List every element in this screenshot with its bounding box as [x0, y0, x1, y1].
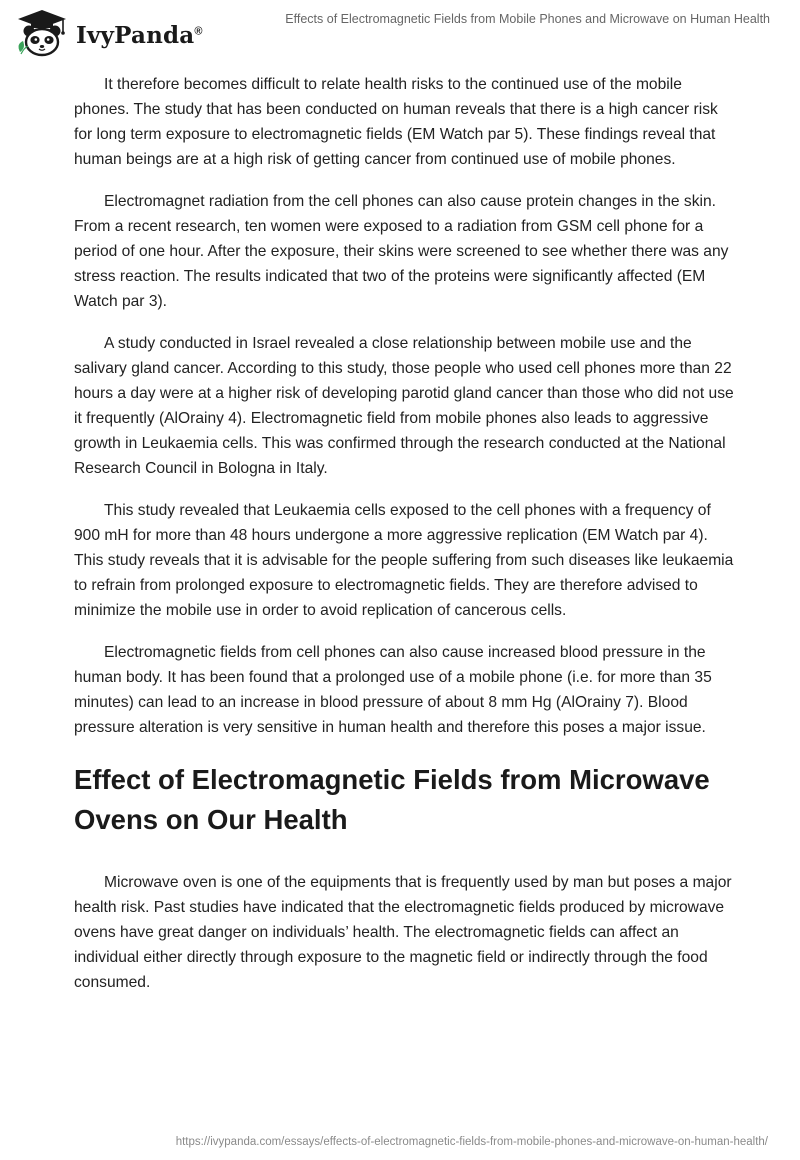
essay-content: [74, 72, 734, 1012]
essay-paragraph: It therefore becomes difficult to relate health risks to the continued use of the mobile phones. The study that has been conducted on human reveals that there is a high cancer risk for long term exposure to electromagnetic fields (EM Watch par 5). These findings reveal that human beings are at a high risk of getting cancer from continued use of mobile phones.: [74, 76, 718, 168]
essay-paragraph: This study revealed that Leukaemia cells exposed to the cell phones with a frequency of 900 mH for more than 48 hours undergone a more aggressive replication (EM Watch par 4). This study reveals that it is advisable for the people suffering from such diseases like leukaemia to refrain from prolonged exposure to electromagnetic fields. They are therefore advised to minimize the mobile use in order to avoid replication of cancerous cells.: [74, 502, 734, 619]
registered-mark: ®: [194, 24, 203, 37]
source-url[interactable]: https://ivypanda.com/essays/effects-of-electromagnetic-fields-from-mobile-phones-and-microwave-on-human-health/: [175, 1136, 768, 1148]
essay-paragraph: A study conducted in Israel revealed a close relationship between mobile use and the salivary gland cancer. According to this study, those people who used cell phones more than 22 hours a day were at a higher risk of developing parotid gland cancer than those who did not use it frequently (AlOrainy 4). Electromagnetic field from mobile phones also leads to aggressive growth in Leukaemia cells. This was confirmed through the research conducted at the National Research Council in Bologna in Italy.: [74, 335, 734, 477]
document-title: Effects of Electromagnetic Fields from Mobile Phones and Microwave on Human Health: [285, 12, 770, 26]
essay-paragraph: Microwave oven is one of the equipments that is frequently used by man but poses a major health risk. Past studies have indicated that the electromagnetic fields produced by microwave ovens have great danger on individuals’ health. The electromagnetic fields can affect an individual either directly through exposure to the magnetic field or indirectly through the food consumed.: [74, 874, 732, 991]
essay-paragraph: Electromagnetic fields from cell phones can also cause increased blood pressure in the human body. It has been found that a prolonged use of a mobile phone (i.e. for more than 35 minutes) can lead to an increase in blood pressure of about 8 mm Hg (AlOrainy 7). Blood pressure alteration is very sensitive in human health and therefore this poses a major issue.: [74, 644, 712, 736]
section-heading: Effect of Electromagnetic Fields from Microwave Ovens on Our Health: [74, 764, 710, 835]
brand-name: IvyPanda®: [76, 21, 203, 49]
panda-graduate-icon: [14, 8, 70, 58]
essay-paragraph: Electromagnet radiation from the cell phones can also cause protein changes in the skin. From a recent research, ten women were exposed to a radiation from GSM cell phone for a period of one hour. After the exposure, their skins were screened to see whether there was any stress reaction. The results indicated that two of the proteins were significantly affected (EM Watch par 3).: [74, 193, 729, 310]
page-header: [0, 0, 800, 70]
ivypanda-logo[interactable]: [14, 8, 203, 58]
